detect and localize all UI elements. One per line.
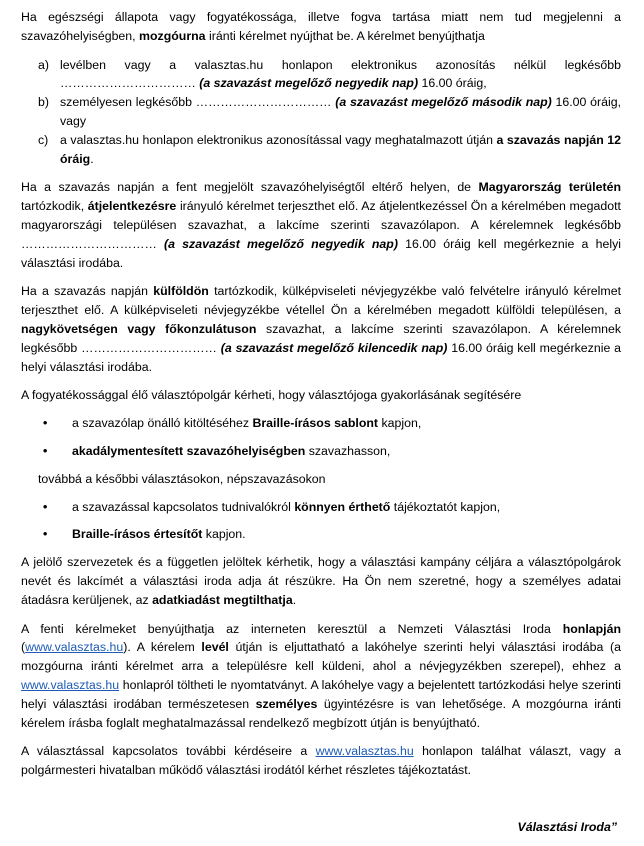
text: . <box>292 592 297 607</box>
bold-text: akadálymentesített szavazóhelyiségben <box>72 443 306 458</box>
text: 16.00 óráig kell megérkeznie a helyi választási irodába. <box>21 340 622 374</box>
text: személyesen legkésőbb …………………………… <box>60 95 336 110</box>
bold-text: Magyarország területén <box>478 180 621 195</box>
text: ). A kérelem <box>123 640 202 655</box>
text: kapjon, <box>378 416 422 431</box>
text: . <box>90 151 94 166</box>
deadline-text: (a szavazást megelőző második nap) <box>335 95 552 110</box>
text: tájékoztatót kapjon, <box>390 499 501 514</box>
assistance-list-later <box>21 498 621 545</box>
bold-text: honlapján <box>562 621 621 636</box>
valasztas-link[interactable]: www.valasztas.hu <box>315 744 414 759</box>
text: A fogyatékossággal élő választópolgár kérheti, hogy választójoga gyakorlásának segítésére <box>21 388 522 403</box>
text: levélben vagy a valasztas.hu honlapon elektronikus azonosítás nélkül legkésőbb …………………………… <box>60 57 621 91</box>
bold-text: Braille-írásos sablont <box>252 416 379 431</box>
bold-text: személyes <box>255 696 318 711</box>
bold-text: átjelentkezésre <box>87 199 177 214</box>
bullet-icon: • <box>43 499 48 514</box>
text: tartózkodik, <box>21 199 88 214</box>
text: A jelölő szervezetek és a független jelöltek kérhetik, hogy a választási kampány céljára a választópolgárok nevét és lakcímét a választási iroda adja át részükre. Ha Ön nem szeretné, hogy a személyes adatai átadásra kerüljenek, az <box>21 555 621 607</box>
assistance-list <box>21 414 621 461</box>
text: A választással kapcsolatos további kérdéseire a <box>21 744 316 759</box>
text: a szavazólap önálló kitöltéséhez <box>72 416 253 431</box>
valasztas-link[interactable]: www.valasztas.hu <box>21 677 120 692</box>
text: szavazhasson, <box>305 443 391 458</box>
valasztas-link[interactable]: www.valasztas.hu <box>25 640 124 655</box>
bold-text: Braille-írásos értesítőt <box>72 527 203 542</box>
text: útján is eljuttatható a lakóhelye szerinti helyi választási irodába (a mozgóurna iránti kérelmet arra a településre kell küldeni, ahol a névjegyzékben szerepel), ehhez a <box>21 640 621 674</box>
bold-text: könnyen érthető <box>294 499 391 514</box>
text: irányuló kérelmet terjeszthet elő. Az átjelentkezéssel Ön a kérelmében megadott magyarországi településen szavazhat, a lakcíme szerinti szavazólapon. A kérelemnek legkésőbb …………………………… <box>21 199 621 251</box>
bold-text: nagykövetségen vagy főkonzulátuson <box>21 321 257 336</box>
list-item <box>21 56 621 94</box>
text: a szavazással kapcsolatos tudnivalókról <box>72 499 295 514</box>
paragraph-submission <box>21 620 621 733</box>
paragraph-transfer <box>21 178 621 272</box>
deadline-text: (a szavazást megelőző kilencedik nap) <box>220 340 448 355</box>
text: 16.00 óráig, vagy <box>60 95 621 128</box>
bold-text: a szavazás napján 12 óráig <box>60 132 621 166</box>
list-marker: c) <box>38 132 49 147</box>
text: tartózkodik, külképviseleti névjegyzékbe való felvételre irányuló kérelmet terjeszthet elő. A külképviseleti névjegyzékbe vétellel Ön a kérelmében megadott külföldi településen, a <box>21 284 621 318</box>
list-item <box>21 498 621 517</box>
text: kapjon. <box>202 527 246 542</box>
bullet-icon: • <box>43 416 48 431</box>
bullet-icon: • <box>43 527 48 542</box>
list-item <box>21 414 621 433</box>
list-marker: b) <box>38 95 49 110</box>
text: iránti kérelmet nyújthat be. A kérelmet benyújthatja <box>205 28 485 43</box>
text: honlapon találhat választ, vagy a polgármesteri hivatalban működő választási irodától kérhet részletes tájékoztatást. <box>21 744 621 778</box>
text: szavazhat, a lakcíme szerinti szavazólapon. A kérelemnek legkésőbb …………………………… <box>21 321 621 355</box>
further-elections-text: továbbá a későbbi választásokon, népszavazásokon <box>38 471 326 486</box>
paragraph-questions <box>21 742 621 780</box>
signature: Választási Iroda” <box>517 819 617 834</box>
list-marker: a) <box>38 57 49 72</box>
list-item <box>21 93 621 131</box>
text: 16.00 óráig, <box>418 76 487 91</box>
paragraph-disability-intro <box>21 386 621 405</box>
bullet-icon: • <box>43 443 48 458</box>
list-item <box>21 442 621 461</box>
paragraph-data-release <box>21 553 621 609</box>
text: 16.00 óráig kell megérkeznie a helyi választási irodába. <box>21 236 621 270</box>
paragraph-mobile-ballot <box>21 8 621 46</box>
bold-text: adatkiadást megtilthatja <box>152 592 293 607</box>
paragraph-abroad <box>21 282 621 376</box>
submission-options-list <box>21 56 621 169</box>
text: Ha a szavazás napján <box>21 284 154 299</box>
text: ügyintézésre is van lehetősége. A mozgóurna iránti kérelem írásba foglalt meghatalmazással rendelkező megbízott útján is benyújtható. <box>21 696 621 730</box>
text: Ha a szavazás napján a fent megjelölt szavazóhelyiségtől eltérő helyen, de <box>21 180 479 195</box>
list-item <box>21 131 621 169</box>
deadline-text: (a szavazást megelőző negyedik nap) <box>199 76 419 91</box>
text: Ha egészségi állapota vagy fogyatékossága, illetve fogva tartása miatt nem tud megjelenni a szavazóhelyiségben, <box>21 10 621 43</box>
text: A fenti kérelmeket benyújthatja az interneten keresztül a Nemzeti Választási Iroda <box>21 621 563 636</box>
text: ( <box>21 640 26 655</box>
text: honlapról töltheti le nyomtatványt. A lakóhelye vagy a bejelentett tartózkodási helye szerinti helyi választási irodában természetesen <box>21 677 621 711</box>
bold-text: mozgóurna <box>139 28 206 43</box>
list-item <box>21 525 621 544</box>
bold-text: külföldön <box>153 284 209 299</box>
text: a valasztas.hu honlapon elektronikus azonosítással vagy meghatalmazott útján <box>60 132 497 147</box>
document-page <box>21 8 621 837</box>
bold-text: levél <box>201 640 229 655</box>
deadline-text: (a szavazást megelőző negyedik nap) <box>164 236 398 251</box>
